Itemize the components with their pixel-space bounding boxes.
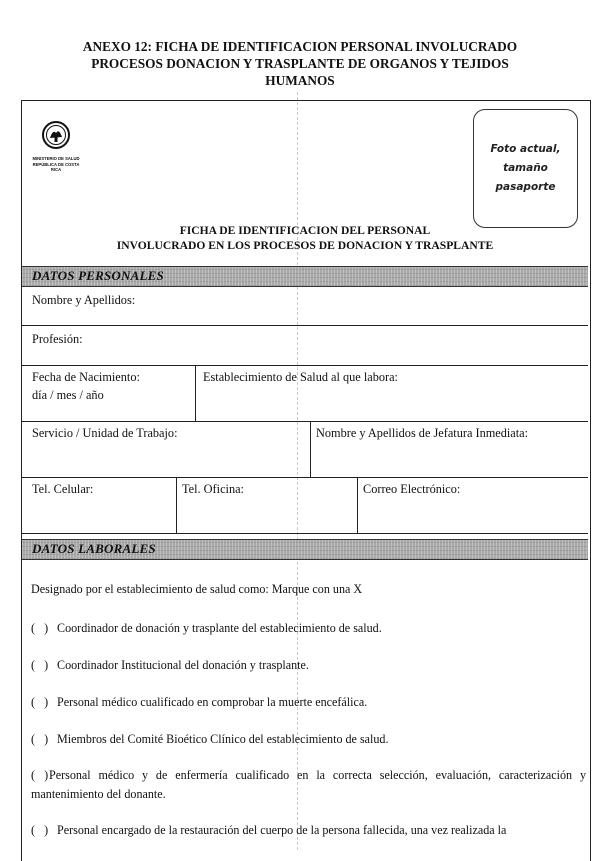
checkbox[interactable]: ( ) — [31, 768, 49, 782]
section-bar-labor — [22, 539, 588, 560]
logo-country-text: REPÚBLICA DE COSTA RICA — [32, 162, 80, 172]
checkbox[interactable]: ( ) — [31, 695, 49, 709]
email-field[interactable] — [357, 478, 588, 534]
annex-title-line-2: PROCESOS DONACION Y TRASPLANTE DE ORGANOS Y TEJIDOS — [91, 56, 509, 71]
checkbox[interactable]: ( ) — [31, 658, 49, 672]
ministry-logo — [31, 120, 81, 176]
section-title-personal: DATOS PERSONALES — [32, 268, 164, 283]
office-phone-label: Tel. Oficina: — [182, 482, 244, 496]
form-title-line-1: FICHA DE IDENTIFICACION DEL PERSONAL — [179, 224, 431, 237]
option-coordinator-facility[interactable] — [31, 619, 586, 638]
name-field[interactable] — [22, 287, 588, 326]
option-label: Coordinador Institucional del donación y trasplante. — [57, 658, 309, 672]
option-label: Personal médico cualificado en comprobar la muerte encefálica. — [57, 695, 368, 709]
supervisor-label: Nombre y Apellidos de Jefatura Inmediata: — [316, 426, 529, 440]
option-body-restoration-staff[interactable] — [31, 821, 586, 840]
section-title-labor: DATOS LABORALES — [32, 541, 156, 556]
mobile-phone-field[interactable] — [22, 478, 176, 534]
office-phone-field[interactable] — [176, 478, 357, 534]
divider-mobile-office — [176, 478, 177, 534]
option-bioethics-committee[interactable] — [31, 730, 586, 749]
form-title — [100, 223, 510, 253]
annex-title-line-1: ANEXO 12: FICHA DE IDENTIFICACION PERSONAL INVOLUCRADO — [82, 39, 518, 54]
email-label: Correo Electrónico: — [363, 482, 461, 496]
profession-label: Profesión: — [32, 332, 83, 346]
option-label: Personal encargado de la restauración del cuerpo de la persona fallecida, una vez realizada la — [57, 823, 507, 837]
facility-field[interactable] — [195, 366, 588, 422]
labor-intro: Designado por el establecimiento de salud como: Marque con una X — [31, 582, 363, 596]
divider-dob-facility — [195, 366, 196, 422]
checkbox[interactable]: ( ) — [31, 732, 49, 746]
facility-label: Establecimiento de Salud al que labora: — [203, 370, 398, 384]
option-donor-care-staff[interactable] — [31, 766, 586, 804]
divider-office-email — [357, 478, 358, 534]
divider-service-supervisor — [310, 422, 311, 478]
option-brain-death-staff[interactable] — [31, 693, 586, 712]
photo-label: Foto actual, tamaño pasaporte — [490, 143, 561, 193]
option-coordinator-institutional[interactable] — [31, 656, 586, 675]
mobile-phone-label: Tel. Celular: — [32, 482, 94, 496]
option-label: Coordinador de donación y trasplante del establecimiento de salud. — [57, 621, 382, 635]
option-label: Personal médico y de enfermería cualificado en la correcta selección, evaluación, caracterización y mantenimiento del donante. — [31, 768, 586, 801]
service-label: Servicio / Unidad de Trabajo: — [32, 426, 178, 440]
option-label: Miembros del Comité Bioético Clínico del establecimiento de salud. — [57, 732, 389, 746]
logo-ministry-text: MINISTERIO DE SALUD — [32, 156, 80, 161]
form-title-line-2: INVOLUCRADO EN LOS PROCESOS DE DONACION Y TRASPLANTE — [116, 239, 494, 252]
section-bar-personal — [22, 266, 588, 287]
birthdate-label: Fecha de Nacimiento: día / mes / año — [32, 370, 140, 402]
checkbox[interactable]: ( ) — [31, 621, 49, 635]
supervisor-field[interactable] — [310, 422, 588, 478]
profession-field[interactable] — [22, 326, 588, 366]
service-field[interactable] — [22, 422, 310, 478]
annex-title-line-3: HUMANOS — [265, 73, 335, 88]
checkbox[interactable]: ( ) — [31, 823, 49, 837]
birthdate-field[interactable] — [22, 366, 195, 422]
annex-title — [40, 38, 560, 89]
ministry-seal-icon — [41, 120, 71, 150]
photo-box — [473, 109, 578, 228]
name-label: Nombre y Apellidos: — [32, 293, 136, 307]
